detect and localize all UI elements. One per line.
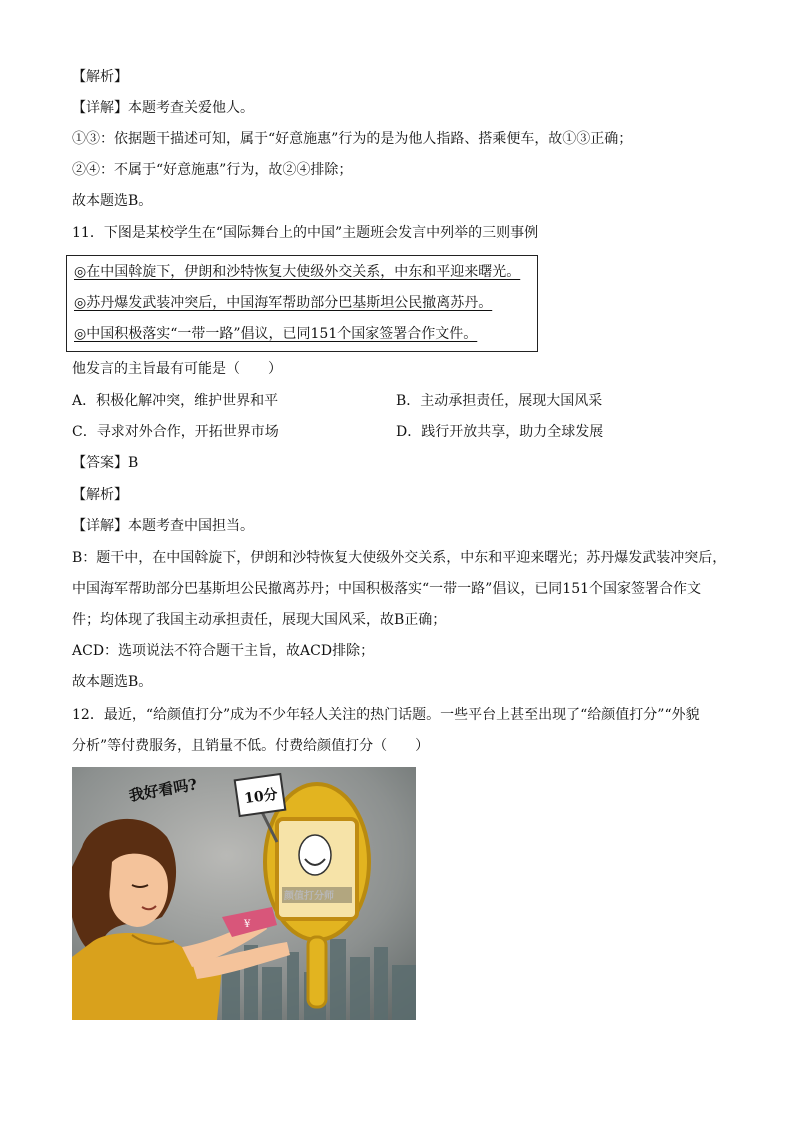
option-c: C．寻求对外合作，开拓世界市场 (72, 424, 279, 440)
money-symbol: ¥ (244, 919, 251, 930)
option-a: A．积极化解冲突，维护世界和平 (72, 393, 279, 409)
detail-text: 【详解】本题考查关爱他人。 (72, 100, 254, 116)
explanation-line: ②④：不属于“好意施惠”行为，故②④排除； (72, 162, 353, 178)
explanation-line: ACD：选项说法不符合题干主旨，故ACD排除； (72, 643, 375, 659)
explanation-line: ①③：依据题干描述可知，属于“好意施惠”行为的是为他人指路、搭乘便车，故①③正确； (72, 131, 633, 147)
question-12-title: 12．最近，“给颜值打分”成为不少年轻人关注的热门话题。一些平台上甚至出现了“给颜值打分”“外貌 (72, 707, 700, 723)
examples-box (66, 255, 538, 352)
question-12-title-cont: 分析”等付费服务，且销量不低。付费给颜值打分（ ） (72, 738, 430, 754)
explanation-line: B：题干中，在中国斡旋下，伊朗和沙特恢复大使级外交关系，中东和平迎来曙光；苏丹爆发武装冲突后， (72, 550, 727, 566)
conclusion-line: 故本题选B。 (72, 674, 153, 690)
question-11-title: 11．下图是某校学生在“国际舞台上的中国”主题班会发言中列举的三则事例 (72, 225, 539, 241)
explanation-line: 中国海军帮助部分巴基斯坦公民撤离苏丹；中国积极落实“一带一路”倡议，已同151个国家签署合作文 (72, 581, 702, 597)
cartoon-illustration (72, 767, 416, 1020)
answer-line: 【答案】B (72, 455, 139, 471)
question-11-stem: 他发言的主旨最有可能是（ ） (72, 361, 282, 377)
analysis-heading: 【解析】 (72, 69, 128, 85)
example-item: ◎苏丹爆发武装冲突后，中国海军帮助部分巴基斯坦公民撤离苏丹。 (74, 295, 493, 311)
explanation-line: 件；均体现了我国主动承担责任，展现大国风采，故B正确； (72, 612, 447, 628)
option-b: B．主动承担责任，展现大国风采 (396, 393, 603, 409)
option-d: D．践行开放共享，助力全球发展 (396, 424, 604, 440)
conclusion-line: 故本题选B。 (72, 193, 153, 209)
speech-text: 我好看吗? (127, 775, 199, 805)
score-text: 10分 (243, 786, 279, 808)
screen-label: 颜值打分师 (284, 891, 334, 902)
detail-text: 【详解】本题考查中国担当。 (72, 518, 254, 534)
example-item: ◎在中国斡旋下，伊朗和沙特恢复大使级外交关系，中东和平迎来曙光。 (74, 264, 521, 280)
example-item: ◎中国积极落实“一带一路”倡议，已同151个国家签署合作文件。 (74, 326, 478, 342)
analysis-heading: 【解析】 (72, 487, 128, 503)
